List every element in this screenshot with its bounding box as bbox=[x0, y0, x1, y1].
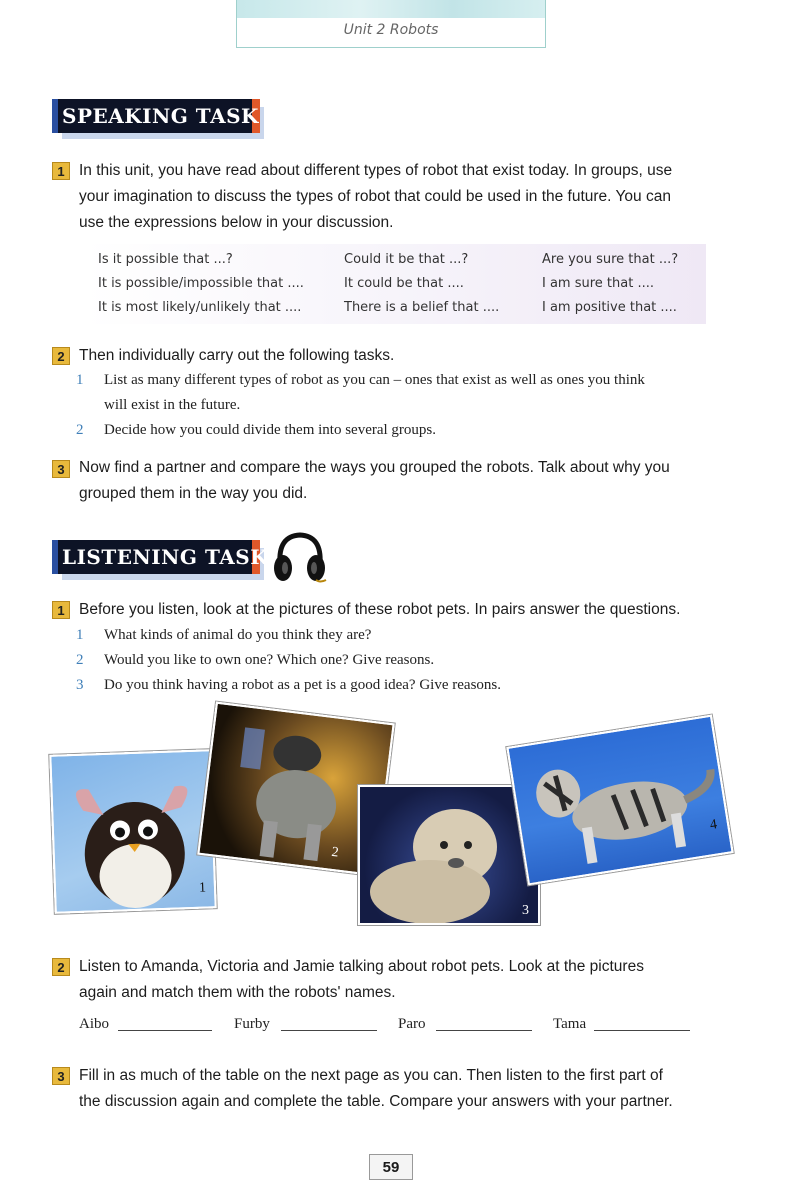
listening-item-2-number: 2 bbox=[52, 958, 70, 976]
robot-photo-4 bbox=[506, 715, 733, 886]
unit-label: Unit 2 Robots bbox=[343, 22, 439, 38]
answer-blank-tama[interactable] bbox=[594, 1030, 690, 1031]
robot-name-tama: Tama bbox=[553, 1016, 587, 1032]
listening-question-2: 2 Would you like to own one? Which one? Give reasons. bbox=[76, 652, 435, 668]
speaking-subtask-2: 2 Decide how you could divide them into several groups. bbox=[76, 422, 437, 438]
expression: Could it be that ...? bbox=[344, 252, 469, 267]
listening-question-1: 1 What kinds of animal do you think they are? bbox=[76, 627, 372, 643]
photo-number-1: 1 bbox=[198, 880, 207, 896]
listening-task-title: LISTENING TASK bbox=[62, 545, 269, 569]
speaking-item-2-number: 2 bbox=[52, 347, 70, 365]
headphones-icon bbox=[270, 530, 328, 584]
speaking-task-title: SPEAKING TASK bbox=[62, 104, 259, 128]
listening-question-3: 3 Do you think having a robot as a pet is a good idea? Give reasons. bbox=[76, 677, 501, 693]
photo-number-4: 4 bbox=[708, 817, 719, 834]
listening-item-1-text: Before you listen, look at the pictures of these robot pets. In pairs answer the questions. bbox=[79, 601, 681, 618]
speaking-item-3-number: 3 bbox=[52, 460, 70, 478]
listening-task-banner bbox=[52, 540, 269, 574]
unit-header-tab bbox=[236, 0, 546, 48]
answer-blank-furby[interactable] bbox=[281, 1030, 377, 1031]
speaking-item-1-text: In this unit, you have read about different types of robot that exist today. In groups, use your imagination to discuss the types of robot that could be used in the future. You can use the expressions below in your discussion. bbox=[79, 162, 673, 231]
expression: It is possible/impossible that .... bbox=[98, 276, 304, 291]
robot-photo-3 bbox=[358, 785, 540, 925]
speaking-task-banner bbox=[52, 99, 258, 133]
robot-photo-1 bbox=[49, 749, 216, 914]
speaking-item-3-text: Now find a partner and compare the ways you grouped the robots. Talk about why you grouped them in the way you did. bbox=[79, 459, 670, 502]
expression: I am sure that .... bbox=[542, 276, 654, 291]
listening-item-1-number: 1 bbox=[52, 601, 70, 619]
expression: It could be that .... bbox=[344, 276, 464, 291]
robot-name-furby: Furby bbox=[234, 1016, 270, 1032]
answer-blank-aibo[interactable] bbox=[118, 1030, 212, 1031]
robot-name-aibo: Aibo bbox=[79, 1016, 109, 1032]
page-number: 59 bbox=[369, 1154, 413, 1180]
robot-name-paro: Paro bbox=[398, 1016, 426, 1032]
speaking-item-2-text: Then individually carry out the following tasks. bbox=[79, 347, 395, 364]
photo-number-2: 2 bbox=[330, 844, 340, 861]
expression: Is it possible that ...? bbox=[98, 252, 233, 267]
listening-item-3-number: 3 bbox=[52, 1067, 70, 1085]
photo-number-3: 3 bbox=[522, 903, 529, 918]
speaking-subtask-1: 1 List as many different types of robot as you can – ones that exist as well as ones you think will exist in the future. bbox=[76, 372, 645, 413]
answer-blank-paro[interactable] bbox=[436, 1030, 532, 1031]
expression: I am positive that .... bbox=[542, 300, 677, 315]
expression: Are you sure that ...? bbox=[542, 252, 679, 267]
listening-item-2-text: Listen to Amanda, Victoria and Jamie talking about robot pets. Look at the pictures again and match them with the robots' names. bbox=[79, 958, 644, 1001]
expression: There is a belief that .... bbox=[344, 300, 500, 315]
speaking-item-1-number: 1 bbox=[52, 162, 70, 180]
listening-item-3-text: Fill in as much of the table on the next page as you can. Then listen to the first part of the discussion again and complete the table. Compare your answers with your partner. bbox=[79, 1067, 673, 1110]
expression: It is most likely/unlikely that .... bbox=[98, 300, 302, 315]
header-decorative-strip bbox=[237, 0, 545, 18]
